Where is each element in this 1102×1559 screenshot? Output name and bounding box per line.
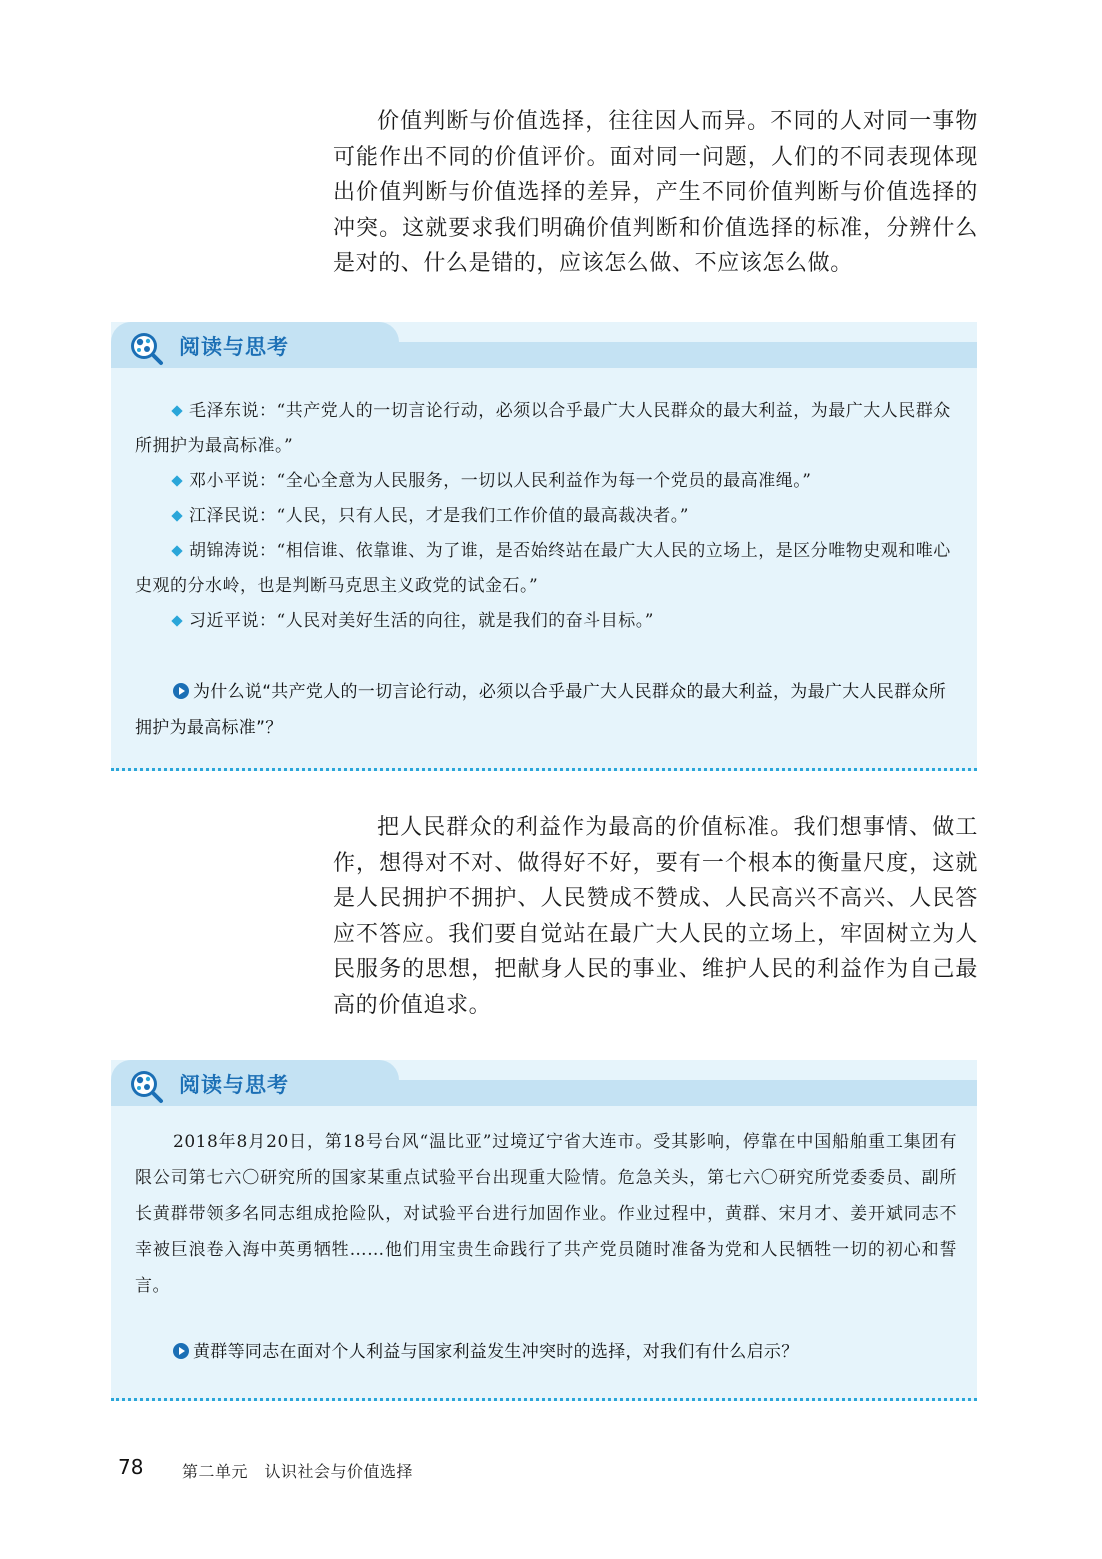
quote-item: 胡锦涛说：“相信谁、依靠谁、为了谁，是否始终站在最广大人民的立场上，是区分唯物史观和唯心史观的分水岭，也是判断马克思主义政党的试金石。” <box>135 541 951 596</box>
quote-item: 毛泽东说：“共产党人的一切言论行动，必须以合乎最广大人民群众的最大利益，为最广大人民群众所拥护为最高标准。” <box>135 401 951 456</box>
reading-box-2 <box>111 1060 977 1401</box>
reading-box-1 <box>111 322 977 771</box>
box-title: 阅读与思考 <box>179 1073 289 1097</box>
story-paragraph: 2018年8月20日，第18号台风“温比亚”过境辽宁省大连市。受其影响，停靠在中国船舶重工集团有限公司第七六〇研究所的国家某重点试验平台出现重大险情。危急关头，第七六〇研究所党委委员、副所长黄群带领多名同志组成抢险队，对试验平台进行加固作业。作业过程中，黄群、宋月才、姜开斌同志不幸被巨浪卷入海中英勇牺牲……他们用宝贵生命践行了共产党员随时准备为党和人民牺牲一切的初心和誓言。 <box>135 1132 957 1296</box>
reading-box-header <box>111 1060 977 1106</box>
box-title: 阅读与思考 <box>179 335 289 359</box>
arrow-circle-icon <box>173 1343 189 1359</box>
diamond-bullet-icon <box>171 545 182 556</box>
reading-box-header <box>111 322 977 368</box>
diamond-bullet-icon <box>171 475 182 486</box>
diamond-bullet-icon <box>171 510 182 521</box>
page-number: 78 <box>118 1455 144 1479</box>
quote-item: 江泽民说：“人民，只有人民，才是我们工作价值的最高裁决者。” <box>135 499 957 534</box>
body-paragraph-2: 把人民群众的利益作为最高的价值标准。我们想事情、做工作，想得对不对、做得好不好，要有一个根本的衡量尺度，这就是人民拥护不拥护、人民赞成不赞成、人民高兴不高兴、人民答应不答应。我们要自觉站在最广大人民的立场上，牢固树立为人民服务的思想，把献身人民的事业、维护人民的利益作为自己最高的价值追求。 <box>333 815 978 1018</box>
body-paragraph-1: 价值判断与价值选择，往往因人而异。不同的人对同一事物可能作出不同的价值评价。面对同一问题，人们的不同表现体现出价值判断与价值选择的差异，产生不同价值判断与价值选择的冲突。这就要求我们明确价值判断和价值选择的标准，分辨什么是对的、什么是错的，应该怎么做、不应该怎么做。 <box>333 109 978 276</box>
magnifier-cells-icon <box>128 1068 164 1104</box>
quote-item: 习近平说：“人民对美好生活的向往，就是我们的奋斗目标。” <box>135 604 957 639</box>
unit-title: 第二单元 认识社会与价值选择 <box>182 1462 414 1481</box>
question-text: 黄群等同志在面对个人利益与国家利益发生冲突时的选择，对我们有什么启示？ <box>135 1334 957 1370</box>
diamond-bullet-icon <box>171 405 182 416</box>
magnifier-cells-icon <box>128 330 164 366</box>
question-text: 为什么说“共产党人的一切言论行动，必须以合乎最广大人民群众的最大利益，为最广大人民群众所拥护为最高标准”？ <box>135 682 947 738</box>
quote-item: 邓小平说：“全心全意为人民服务，一切以人民利益作为每一个党员的最高准绳。” <box>135 464 957 499</box>
diamond-bullet-icon <box>171 615 182 626</box>
arrow-circle-icon <box>173 683 189 699</box>
